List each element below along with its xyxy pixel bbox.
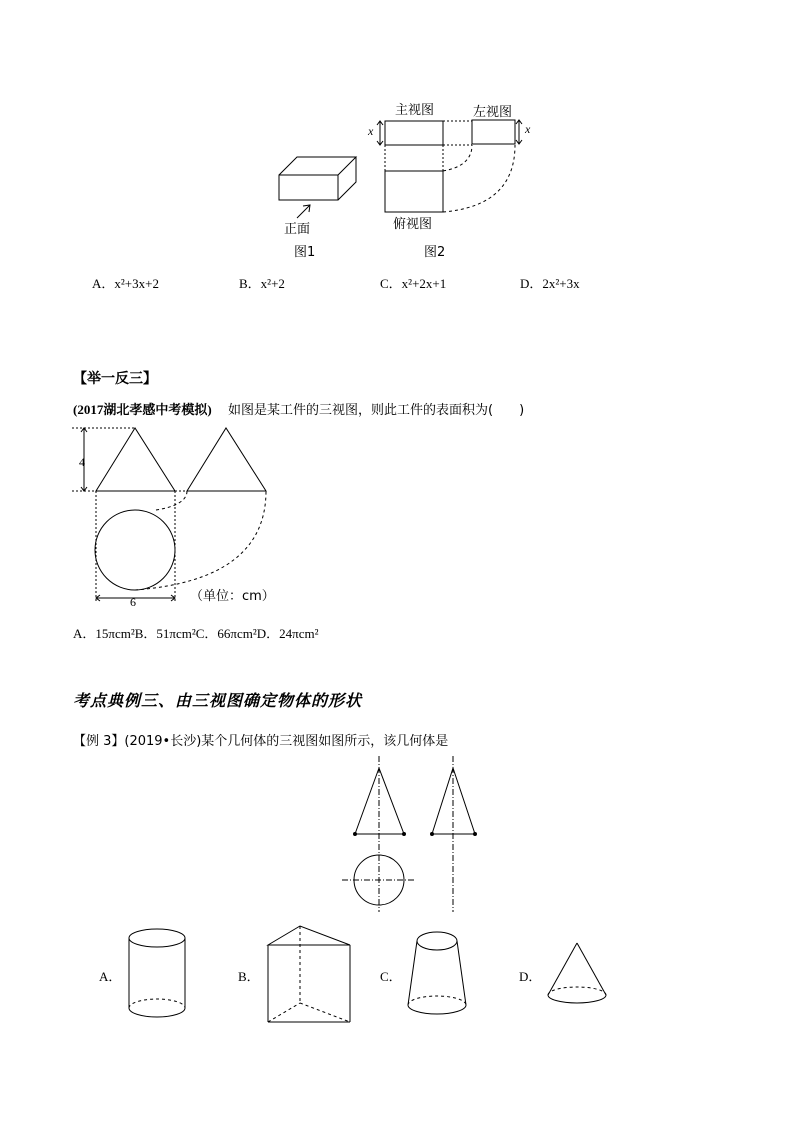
example3-option-a: A．: [99, 969, 122, 984]
front-view: [377, 121, 472, 212]
example3-stem: 【例 3】(2019•长沙)某个几何体的三视图如图所示，该几何体是: [73, 734, 449, 749]
front-arrow: [297, 205, 310, 218]
q1-option-a: A．x²+3x+2: [92, 276, 159, 291]
dim-width: 6: [130, 595, 136, 609]
option-c-frustum: [408, 932, 466, 1014]
caption-fig2: 图2: [424, 245, 446, 260]
var-x-left: x: [368, 124, 374, 138]
option-d-cone: [548, 943, 606, 1003]
option-a-cylinder: [129, 929, 185, 1017]
front-view-label: 主视图: [395, 103, 435, 118]
q1-option-b: B．x²+2: [239, 276, 285, 291]
left-view-label: 左视图: [473, 105, 513, 120]
practice-stem: 如图是某工件的三视图，则此工件的表面积为( ): [228, 403, 525, 418]
three-views: [342, 756, 477, 912]
var-x-right: x: [525, 122, 531, 136]
q1-option-c: C．x²+2x+1: [380, 276, 447, 291]
example3-option-d: D．: [519, 969, 542, 984]
front-label: 正面: [284, 222, 311, 237]
q1-option-d: D．2x²+3x: [520, 276, 580, 291]
left-view: [443, 120, 522, 212]
practice-source: (2017湖北孝感中考模拟): [73, 402, 212, 417]
practice-title: 【举一反三】: [73, 371, 157, 387]
example3-option-c: C．: [380, 969, 402, 984]
section-title: 考点典例三、由三视图确定物体的形状: [73, 693, 363, 710]
cuboid-drawing: [279, 157, 356, 200]
practice-options: A．15πcm²B．51πcm²C．66πcm²D．24πcm²: [73, 626, 319, 641]
dim-height: 4: [79, 455, 85, 469]
caption-fig1: 图1: [294, 245, 316, 260]
unit-note: （单位：cm）: [190, 589, 275, 604]
option-b-prism: [268, 926, 350, 1022]
top-view-label: 俯视图: [393, 217, 433, 232]
example3-option-b: B．: [238, 969, 260, 984]
